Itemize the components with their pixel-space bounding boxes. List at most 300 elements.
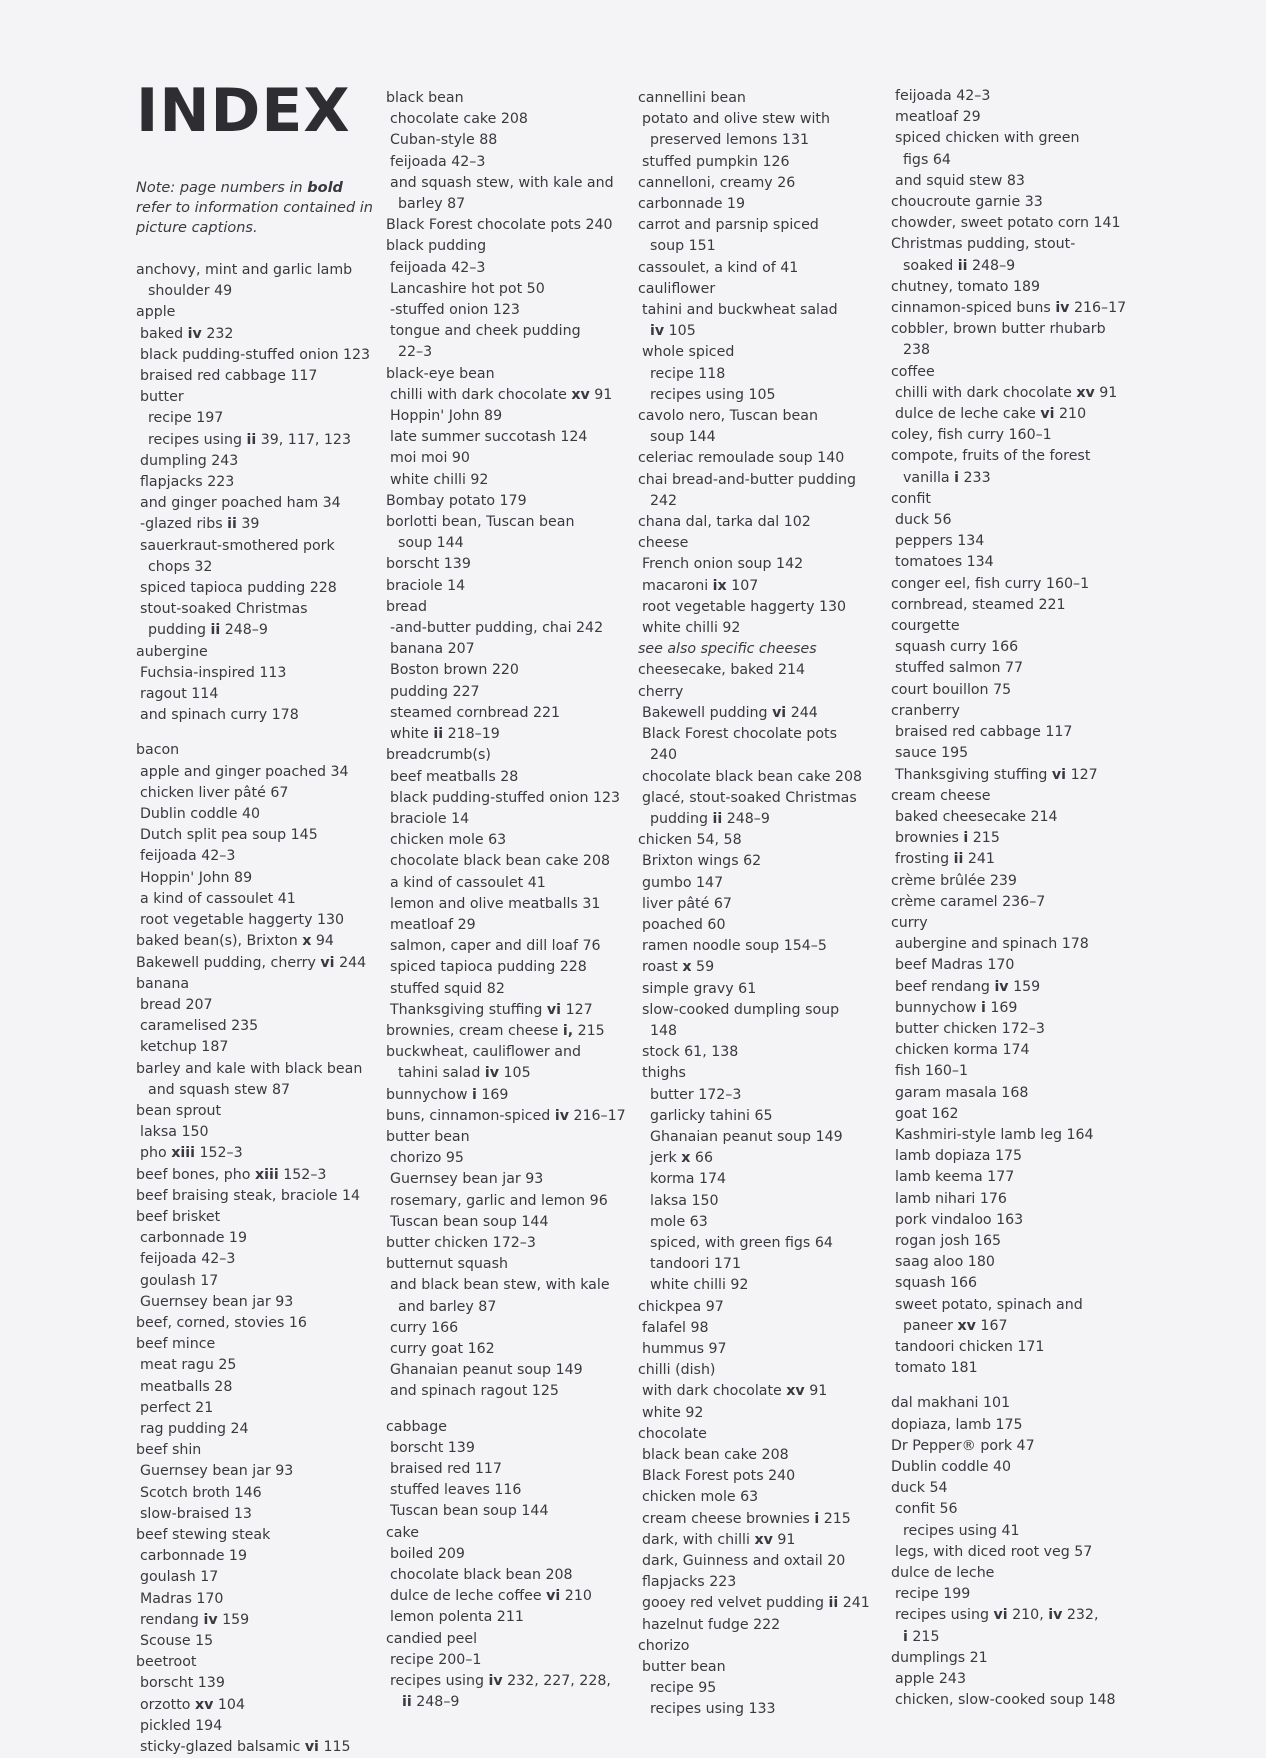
index-entry — [136, 931, 370, 952]
index-entry — [386, 979, 626, 1000]
entry-term: Scouse 15 — [140, 1633, 214, 1649]
entry-term: beef braising steak, braciole 14 — [136, 1187, 361, 1204]
entry-term: carbonnade 19 — [140, 1548, 247, 1565]
entry-term: recipe 197 — [148, 410, 224, 427]
entry-term: slow-braised 13 — [140, 1505, 252, 1522]
entry-term: buckwheat, cauliflower and — [386, 1044, 581, 1061]
entry-term: bean sprout — [136, 1102, 222, 1119]
entry-term: brownies, cream cheese — [386, 1022, 559, 1039]
index-entry — [386, 1480, 626, 1501]
entry-term: hummus 97 — [642, 1340, 727, 1357]
index-entry — [638, 427, 870, 448]
entry-term: saag aloo 180 — [895, 1254, 995, 1271]
index-entry — [891, 1627, 1126, 1648]
index-entry — [386, 364, 626, 385]
index-entry — [136, 1716, 370, 1737]
page-numbers: 248–9 — [416, 1694, 460, 1711]
index-entry — [136, 1228, 370, 1249]
entry-term: Christmas pudding, stout- — [891, 236, 1076, 253]
entry-term: barley 87 — [398, 196, 466, 213]
entry-term: feijoada 42–3 — [390, 259, 486, 276]
entry-term: moi moi 90 — [390, 450, 470, 467]
index-entry — [638, 1487, 870, 1508]
entry-term: bread 207 — [140, 996, 213, 1013]
index-entry — [638, 936, 870, 957]
entry-term: chorizo 95 — [390, 1150, 464, 1167]
entry-term: white chilli 92 — [390, 471, 489, 488]
entry-term: chai bread-and-butter pudding — [638, 471, 856, 488]
index-entry — [638, 915, 870, 936]
entry-term: soup 151 — [650, 238, 716, 255]
index-entry — [638, 1551, 870, 1572]
entry-term: recipes using 105 — [650, 386, 776, 403]
page-numbers: 210 — [1059, 406, 1087, 423]
entry-term: hazelnut fudge 222 — [642, 1616, 781, 1633]
index-entry — [891, 362, 1126, 383]
entry-term: duck 54 — [891, 1480, 948, 1497]
index-entry — [386, 1650, 626, 1671]
index-entry — [386, 724, 626, 745]
entry-term: Bakewell pudding, cherry — [136, 954, 316, 971]
index-entry — [638, 1233, 870, 1254]
entry-term: white — [390, 726, 429, 743]
entry-term: and ginger poached ham 34 — [140, 495, 341, 512]
index-entry — [638, 745, 870, 766]
index-entry — [386, 639, 626, 660]
entry-term: black bean cake 208 — [642, 1447, 789, 1463]
index-entry — [136, 825, 370, 846]
index-entry — [386, 1212, 626, 1233]
index-entry — [638, 1699, 870, 1720]
index-entry — [386, 1318, 626, 1339]
index-entry — [136, 974, 370, 995]
entry-term: chocolate cake 208 — [390, 111, 528, 128]
index-entry — [891, 1252, 1126, 1273]
entry-term: spiced chicken with green — [895, 130, 1080, 147]
entry-term: jerk — [650, 1150, 677, 1167]
index-entry — [136, 804, 370, 825]
note-text: Note: page numbers in bold refer to information contained in picture captions. — [136, 180, 373, 236]
page-numbers: 215 — [823, 1510, 851, 1527]
index-entry — [136, 599, 370, 620]
entry-term: gumbo 147 — [642, 874, 724, 891]
entry-term: lamb nihari 176 — [895, 1190, 1007, 1207]
index-entry — [638, 1678, 870, 1699]
index-entry — [891, 1337, 1126, 1358]
entry-term: boiled 209 — [390, 1545, 465, 1562]
entry-term: and squid stew 83 — [895, 172, 1025, 189]
index-entry — [638, 1106, 870, 1127]
entry-term: cauliflower — [638, 280, 716, 297]
entry-term: rendang — [140, 1611, 199, 1628]
index-entry — [638, 851, 870, 872]
entry-term: celeriac remoulade soup 140 — [638, 450, 845, 467]
entry-term: perfect 21 — [140, 1399, 214, 1416]
entry-term: -and-butter pudding, chai 242 — [390, 620, 604, 637]
index-entry — [891, 1669, 1126, 1690]
page-numbers: 127 — [1070, 766, 1098, 783]
index-entry — [136, 1567, 370, 1588]
entry-term: thighs — [642, 1065, 686, 1082]
index-entry — [386, 1339, 626, 1360]
index-entry — [891, 1104, 1126, 1125]
index-entry — [136, 762, 370, 783]
index-entry — [386, 1607, 626, 1628]
entry-term: aubergine — [136, 643, 208, 660]
index-entry — [386, 491, 626, 512]
index-entry — [136, 1652, 370, 1673]
section-gap — [891, 1379, 1126, 1393]
index-entry — [136, 260, 370, 281]
index-entry — [891, 1358, 1126, 1379]
page-numbers: 152–3 — [199, 1145, 243, 1162]
index-entry — [891, 955, 1126, 976]
entry-term: and squash stew 87 — [148, 1081, 291, 1098]
entry-term: cassoulet, a kind of 41 — [638, 259, 799, 276]
entry-term: chops 32 — [148, 558, 213, 575]
entry-term: bunnychow — [895, 999, 977, 1016]
index-entry — [136, 620, 370, 641]
entry-term: recipes using — [148, 431, 242, 448]
index-entry — [136, 1059, 370, 1080]
index-entry — [136, 783, 370, 804]
index-entry — [638, 682, 870, 703]
index-entry — [386, 1629, 626, 1650]
caption-page-ref: vi — [304, 1739, 319, 1756]
entry-term: flapjacks 223 — [642, 1574, 737, 1591]
entry-term: and squash stew, with kale and — [390, 174, 614, 191]
entry-term: garlicky tahini 65 — [650, 1107, 773, 1124]
index-entry — [891, 1146, 1126, 1167]
index-entry — [638, 109, 870, 130]
entry-term: carrot and parsnip spiced — [638, 217, 819, 234]
index-entry — [891, 1273, 1126, 1294]
index-entry — [638, 1339, 870, 1360]
entry-term: cannelloni, creamy 26 — [638, 174, 796, 191]
index-entry — [386, 1021, 626, 1042]
entry-term: Fuchsia-inspired 113 — [140, 664, 287, 681]
entry-term: anchovy, mint and garlic lamb — [136, 262, 353, 278]
entry-term: meatloaf 29 — [390, 916, 476, 933]
page-numbers: 105 — [503, 1065, 531, 1082]
entry-term: salmon, caper and dill loaf 76 — [390, 938, 601, 955]
entry-term: pho — [140, 1145, 167, 1162]
index-entry — [136, 302, 370, 323]
index-entry — [638, 1021, 870, 1042]
entry-term: brownies — [895, 830, 959, 847]
entry-term: tomato 181 — [895, 1360, 978, 1377]
entry-term: cherry — [638, 683, 684, 700]
index-entry — [136, 1483, 370, 1504]
entry-term: dark, Guinness and oxtail 20 — [642, 1553, 846, 1570]
entry-term: feijoada 42–3 — [895, 88, 991, 104]
entry-term: frosting — [895, 851, 950, 868]
entry-term: chicken liver pâté 67 — [140, 784, 289, 801]
entry-term: barley and kale with black bean — [136, 1060, 363, 1077]
index-entry — [386, 236, 626, 257]
entry-term: lamb dopiaza 175 — [895, 1148, 1023, 1165]
entry-term: dulce de leche coffee — [390, 1588, 542, 1605]
caption-page-ref: i — [903, 1628, 908, 1645]
entry-term: candied peel — [386, 1630, 478, 1647]
index-entry — [386, 936, 626, 957]
entry-term: goat 162 — [895, 1105, 959, 1122]
index-entry — [136, 557, 370, 578]
index-entry — [638, 979, 870, 1000]
index-entry — [638, 830, 870, 851]
index-entry — [638, 300, 870, 321]
index-entry — [891, 298, 1126, 319]
index-entry — [891, 765, 1126, 786]
index-entry — [891, 1125, 1126, 1146]
index-entry — [891, 701, 1126, 722]
index-entry — [891, 595, 1126, 616]
entry-term: stuffed squid 82 — [390, 980, 505, 997]
page-numbers: 107 — [731, 577, 759, 594]
index-entry — [386, 1692, 626, 1713]
page-numbers: 105 — [668, 323, 696, 340]
index-entry — [136, 1589, 370, 1610]
entry-term: -stuffed onion 123 — [390, 302, 520, 319]
entry-term: Hoppin' John 89 — [390, 408, 503, 425]
entry-term: soup 144 — [398, 535, 464, 552]
index-entry — [891, 489, 1126, 510]
page-numbers: 216–17 — [573, 1107, 626, 1124]
page-numbers: 248–9 — [224, 622, 268, 639]
index-entry — [136, 1377, 370, 1398]
entry-term: black bean — [386, 90, 464, 106]
entry-term: lemon polenta 211 — [390, 1609, 524, 1626]
entry-term: cake — [386, 1524, 419, 1541]
index-entry — [136, 740, 370, 761]
page-numbers: 233 — [963, 469, 991, 486]
caption-page-ref: ii — [402, 1694, 412, 1711]
index-entry — [136, 889, 370, 910]
entry-term: Cuban-style 88 — [390, 132, 498, 149]
page-numbers: 232, 227, 228, — [507, 1673, 611, 1690]
index-entry — [891, 1605, 1126, 1626]
index-entry — [386, 1254, 626, 1275]
index-entry — [136, 642, 370, 663]
index-entry — [136, 366, 370, 387]
caption-page-ref: xv — [194, 1696, 214, 1713]
caption-page-ref: ii — [957, 257, 968, 274]
entry-term: Guernsey bean jar 93 — [140, 1293, 294, 1310]
index-entry — [638, 173, 870, 194]
index-entry — [386, 215, 626, 236]
caption-page-ref: vi — [1040, 406, 1055, 423]
caption-page-ref: ii — [953, 851, 964, 868]
caption-page-ref: i — [963, 830, 969, 847]
entry-term: butter bean — [386, 1128, 470, 1145]
caption-page-ref: vi — [993, 1607, 1008, 1624]
entry-term: beef bones, pho — [136, 1166, 251, 1183]
entry-term: shoulder 49 — [148, 283, 233, 300]
entry-term: breadcrumb(s) — [386, 747, 491, 764]
entry-term: 240 — [650, 747, 678, 764]
index-entry — [136, 493, 370, 514]
entry-term: chicken korma 174 — [895, 1042, 1030, 1059]
index-column-4 — [891, 86, 1126, 1711]
entry-term: dal makhani 101 — [891, 1395, 1011, 1412]
page-numbers: 210 — [564, 1588, 592, 1605]
index-entry — [638, 724, 870, 745]
index-entry — [136, 281, 370, 302]
entry-term: dopiaza, lamb 175 — [891, 1416, 1023, 1433]
entry-term: legs, with diced root veg 57 — [895, 1543, 1093, 1560]
index-entry — [638, 873, 870, 894]
index-entry — [386, 660, 626, 681]
index-entry — [386, 1127, 626, 1148]
entry-term: baked — [140, 325, 184, 342]
entry-term: white chilli 92 — [650, 1277, 749, 1294]
caption-page-ref: iv — [650, 323, 665, 340]
index-entry — [891, 128, 1126, 149]
caption-page-ref: vi — [772, 704, 787, 721]
entry-term: 242 — [650, 492, 678, 509]
entry-term: korma 174 — [650, 1171, 727, 1188]
index-entry — [136, 1355, 370, 1376]
caption-page-ref: vi — [1051, 766, 1067, 783]
entry-term: cobbler, brown butter rhubarb — [891, 321, 1106, 338]
index-entry — [638, 364, 870, 385]
entry-term: tandoori 171 — [650, 1256, 741, 1273]
index-entry — [638, 88, 870, 109]
entry-term: roast — [642, 959, 678, 976]
entry-term: bread — [386, 598, 427, 615]
index-entry — [386, 894, 626, 915]
index-entry — [136, 953, 370, 974]
index-entry — [386, 1360, 626, 1381]
index-entry — [386, 830, 626, 851]
entry-term: Brixton wings 62 — [642, 853, 762, 870]
entry-term: chocolate black bean cake 208 — [642, 768, 863, 785]
entry-term: poached 60 — [642, 916, 726, 933]
page-numbers: 91 — [777, 1531, 796, 1548]
index-entry — [891, 786, 1126, 807]
entry-term: crème caramel 236–7 — [891, 893, 1046, 910]
entry-term: Dr Pepper® pork 47 — [891, 1437, 1035, 1454]
entry-term: Guernsey bean jar 93 — [140, 1463, 294, 1480]
index-entry — [386, 1523, 626, 1544]
index-entry — [638, 130, 870, 151]
entry-term: chana dal, tarka dal 102 — [638, 514, 811, 531]
entry-term: orzotto — [140, 1696, 191, 1713]
index-entry — [891, 1690, 1126, 1711]
page-numbers: 39 — [241, 516, 260, 533]
entry-term: stock 61, 138 — [642, 1044, 739, 1061]
entry-term: aubergine and spinach 178 — [895, 936, 1089, 953]
entry-term: Ghanaian peanut soup 149 — [390, 1362, 583, 1379]
index-entry — [638, 1360, 870, 1381]
index-entry — [638, 597, 870, 618]
index-entry — [891, 849, 1126, 870]
entry-term: cinnamon-spiced buns — [891, 300, 1051, 317]
index-entry — [638, 194, 870, 215]
entry-term: flapjacks 223 — [140, 474, 235, 491]
index-entry — [891, 1167, 1126, 1188]
index-entry — [891, 1563, 1126, 1584]
caption-page-ref: xiii — [171, 1145, 195, 1162]
index-entry — [891, 574, 1126, 595]
entry-term: chocolate — [638, 1425, 707, 1442]
caption-page-ref: iv — [554, 1107, 569, 1124]
entry-term: beef stewing steak — [136, 1526, 271, 1543]
entry-term: chilli with dark chocolate — [390, 386, 567, 403]
entry-term: court bouillon 75 — [891, 681, 1012, 698]
entry-term: beef rendang — [895, 978, 990, 995]
caption-page-ref: vi — [546, 1001, 562, 1018]
index-entry — [638, 1381, 870, 1402]
index-entry — [136, 1101, 370, 1122]
index-entry — [891, 913, 1126, 934]
page-numbers: 104 — [217, 1696, 245, 1713]
index-entry — [386, 88, 626, 109]
index-entry — [891, 1415, 1126, 1436]
index-entry — [386, 427, 626, 448]
index-entry — [638, 1530, 870, 1551]
entry-term: braciole 14 — [386, 577, 466, 594]
entry-term: chicken, slow-cooked soup 148 — [895, 1692, 1116, 1709]
entry-term: squash curry 166 — [895, 639, 1019, 656]
entry-term: braised red cabbage 117 — [895, 724, 1073, 741]
entry-term: pickled 194 — [140, 1717, 223, 1734]
index-column-2 — [386, 88, 626, 1713]
entry-term: borscht 139 — [386, 556, 471, 573]
caption-page-ref: i — [471, 1086, 477, 1103]
index-entry — [891, 1457, 1126, 1478]
index-entry — [638, 1509, 870, 1530]
index-entry — [386, 1501, 626, 1522]
entry-term: Ghanaian peanut soup 149 — [650, 1128, 843, 1145]
entry-term: butter bean — [642, 1659, 726, 1676]
index-entry — [136, 345, 370, 366]
index-entry — [386, 1586, 626, 1607]
entry-term: goulash 17 — [140, 1272, 219, 1289]
index-entry — [638, 1275, 870, 1296]
entry-term: curry 166 — [390, 1319, 459, 1336]
entry-term: cornbread, steamed 221 — [891, 596, 1066, 613]
caption-page-ref: ii — [712, 810, 723, 827]
entry-term: duck 56 — [895, 512, 952, 529]
entry-term: black-eye bean — [386, 365, 495, 382]
index-entry — [638, 1318, 870, 1339]
entry-term: laksa 150 — [140, 1124, 209, 1141]
index-entry — [638, 385, 870, 406]
index-entry — [386, 1438, 626, 1459]
page-numbers: 218–19 — [447, 726, 500, 743]
index-entry — [136, 1461, 370, 1482]
page-numbers: 216–17 — [1073, 300, 1127, 317]
entry-term: conger eel, fish curry 160–1 — [891, 575, 1090, 592]
entry-term: laksa 150 — [650, 1192, 719, 1209]
index-entry — [891, 404, 1126, 425]
entry-term: lamb keema 177 — [895, 1169, 1015, 1186]
entry-term: crème brûlée 239 — [891, 872, 1017, 889]
index-entry — [891, 1648, 1126, 1669]
entry-term: recipes using — [390, 1673, 484, 1690]
index-entry — [136, 1631, 370, 1652]
index-entry — [891, 150, 1126, 171]
index-entry — [891, 1393, 1126, 1414]
entry-term: 238 — [903, 342, 931, 359]
index-entry — [386, 342, 626, 363]
entry-term: and black bean stew, with kale — [390, 1277, 610, 1294]
entry-term: beef mince — [136, 1336, 216, 1353]
entry-term: meatballs 28 — [140, 1378, 233, 1395]
entry-term: butter chicken 172–3 — [386, 1234, 536, 1251]
index-entry — [386, 1169, 626, 1190]
